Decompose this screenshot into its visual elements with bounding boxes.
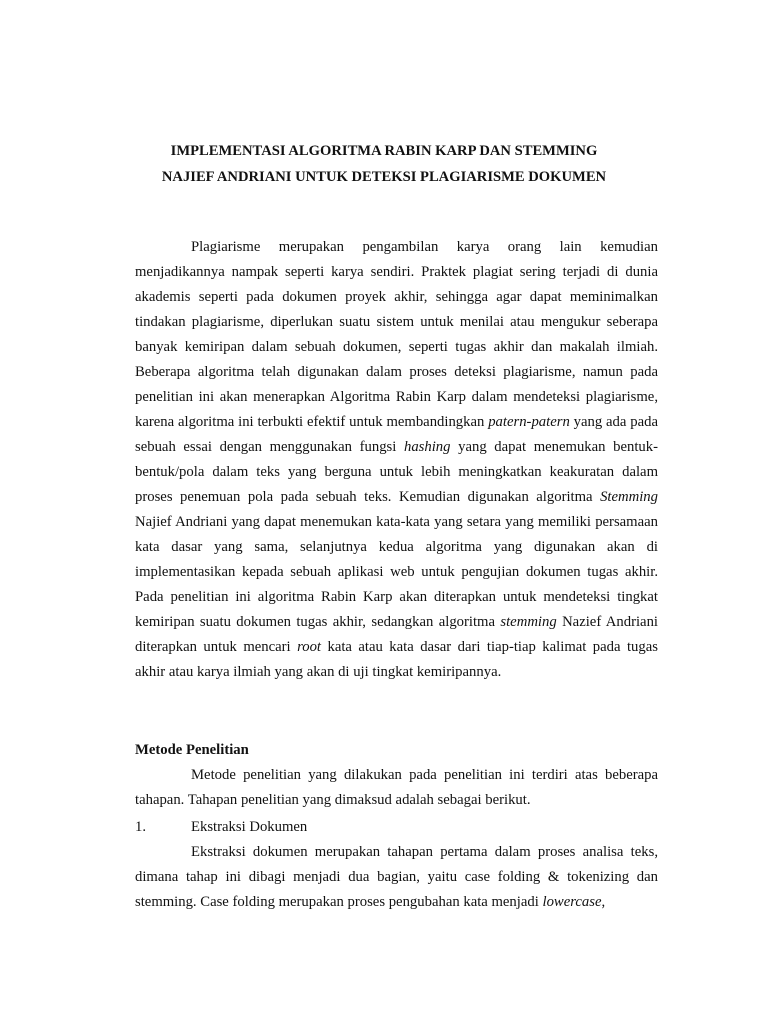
intro-paragraph (135, 235, 658, 685)
title-line-2: NAJIEF ANDRIANI UNTUK DETEKSI PLAGIARISME DOKUMEN (161, 169, 607, 185)
intro-text-4: Najief Andriani yang dapat menemukan kata-kata yang setara yang memiliki persamaan kata dasar yang sama, selanjutnya kedua algoritma yang digunakan akan di implementasikan kepada sebuah aplikasi web untuk pengujian dokumen tugas akhir. Pada penelitian ini algoritma Rabin Karp akan diterapkan untuk mendeteksi tingkat kemiripan suatu dokumen tugas akhir, sedangkan algoritma (135, 514, 658, 630)
intro-text-3: yang dapat menemukan bentuk-bentuk/pola dalam teks yang berguna untuk lebih meningkatkan keakuratan dalam proses penemuan pola pada sebuah teks. Kemudian digunakan algoritma (135, 439, 658, 505)
intro-text-2: yang ada pada sebuah essai dengan menggunakan fungsi (135, 414, 658, 455)
intro-italic-hashing: hashing (403, 439, 451, 455)
section-heading: Metode Penelitian (135, 742, 249, 758)
intro-text-6: kata atau kata dasar dari tiap-tiap kalimat pada tugas akhir atau karya ilmiah yang akan di uji tingkat kemiripannya. (135, 639, 658, 680)
extraction-text: Ekstraksi dokumen merupakan tahapan pertama dalam proses analisa teks, dimana tahap ini dibagi menjadi dua bagian, yaitu case folding & tokenizing dan stemming. Case folding merupakan proses pengubahan kata menjadi (135, 844, 658, 910)
intro-text-1: Plagiarisme merupakan pengambilan karya orang lain kemudian menjadikannya nampak seperti karya sendiri. Praktek plagiat sering terjadi di dunia akademis seperti pada dokumen proyek akhir, sehingga agar dapat meminimalkan tindakan plagiarisme, diperlukan suatu sistem untuk menilai atau mengukur seberapa banyak kemiripan dalam sebuah dokumen, seperti tugas akhir dan makalah ilmiah. Beberapa algoritma telah digunakan dalam proses deteksi plagiarisme, namun pada penelitian ini akan menerapkan Algoritma Rabin Karp dalam mendeteksi plagiarisme, karena algoritma ini terbukti efektif untuk membandingkan (135, 239, 658, 430)
intro-text-5: Nazief Andriani diterapkan untuk mencari (135, 614, 658, 655)
list-item (135, 815, 658, 840)
extraction-italic-lowercase: lowercase (542, 894, 602, 910)
intro-italic-stemming: Stemming (600, 489, 658, 505)
title-line-1: IMPLEMENTASI ALGORITMA RABIN KARP DAN STEMMING (170, 143, 598, 159)
list-item-label: Ekstraksi Dokumen (191, 819, 308, 835)
intro-italic-stemming-2: stemming (500, 614, 557, 630)
intro-italic-root: root (297, 639, 322, 655)
extraction-text-end: , (601, 894, 606, 910)
document-title (0, 138, 768, 190)
list-item-number: 1. (135, 819, 147, 835)
intro-italic-patern: patern-patern (488, 414, 570, 430)
extraction-paragraph (135, 840, 658, 915)
method-paragraph: Metode penelitian yang dilakukan pada penelitian ini terdiri atas beberapa tahapan. Tahapan penelitian yang dimaksud adalah sebagai berikut. (135, 767, 658, 808)
